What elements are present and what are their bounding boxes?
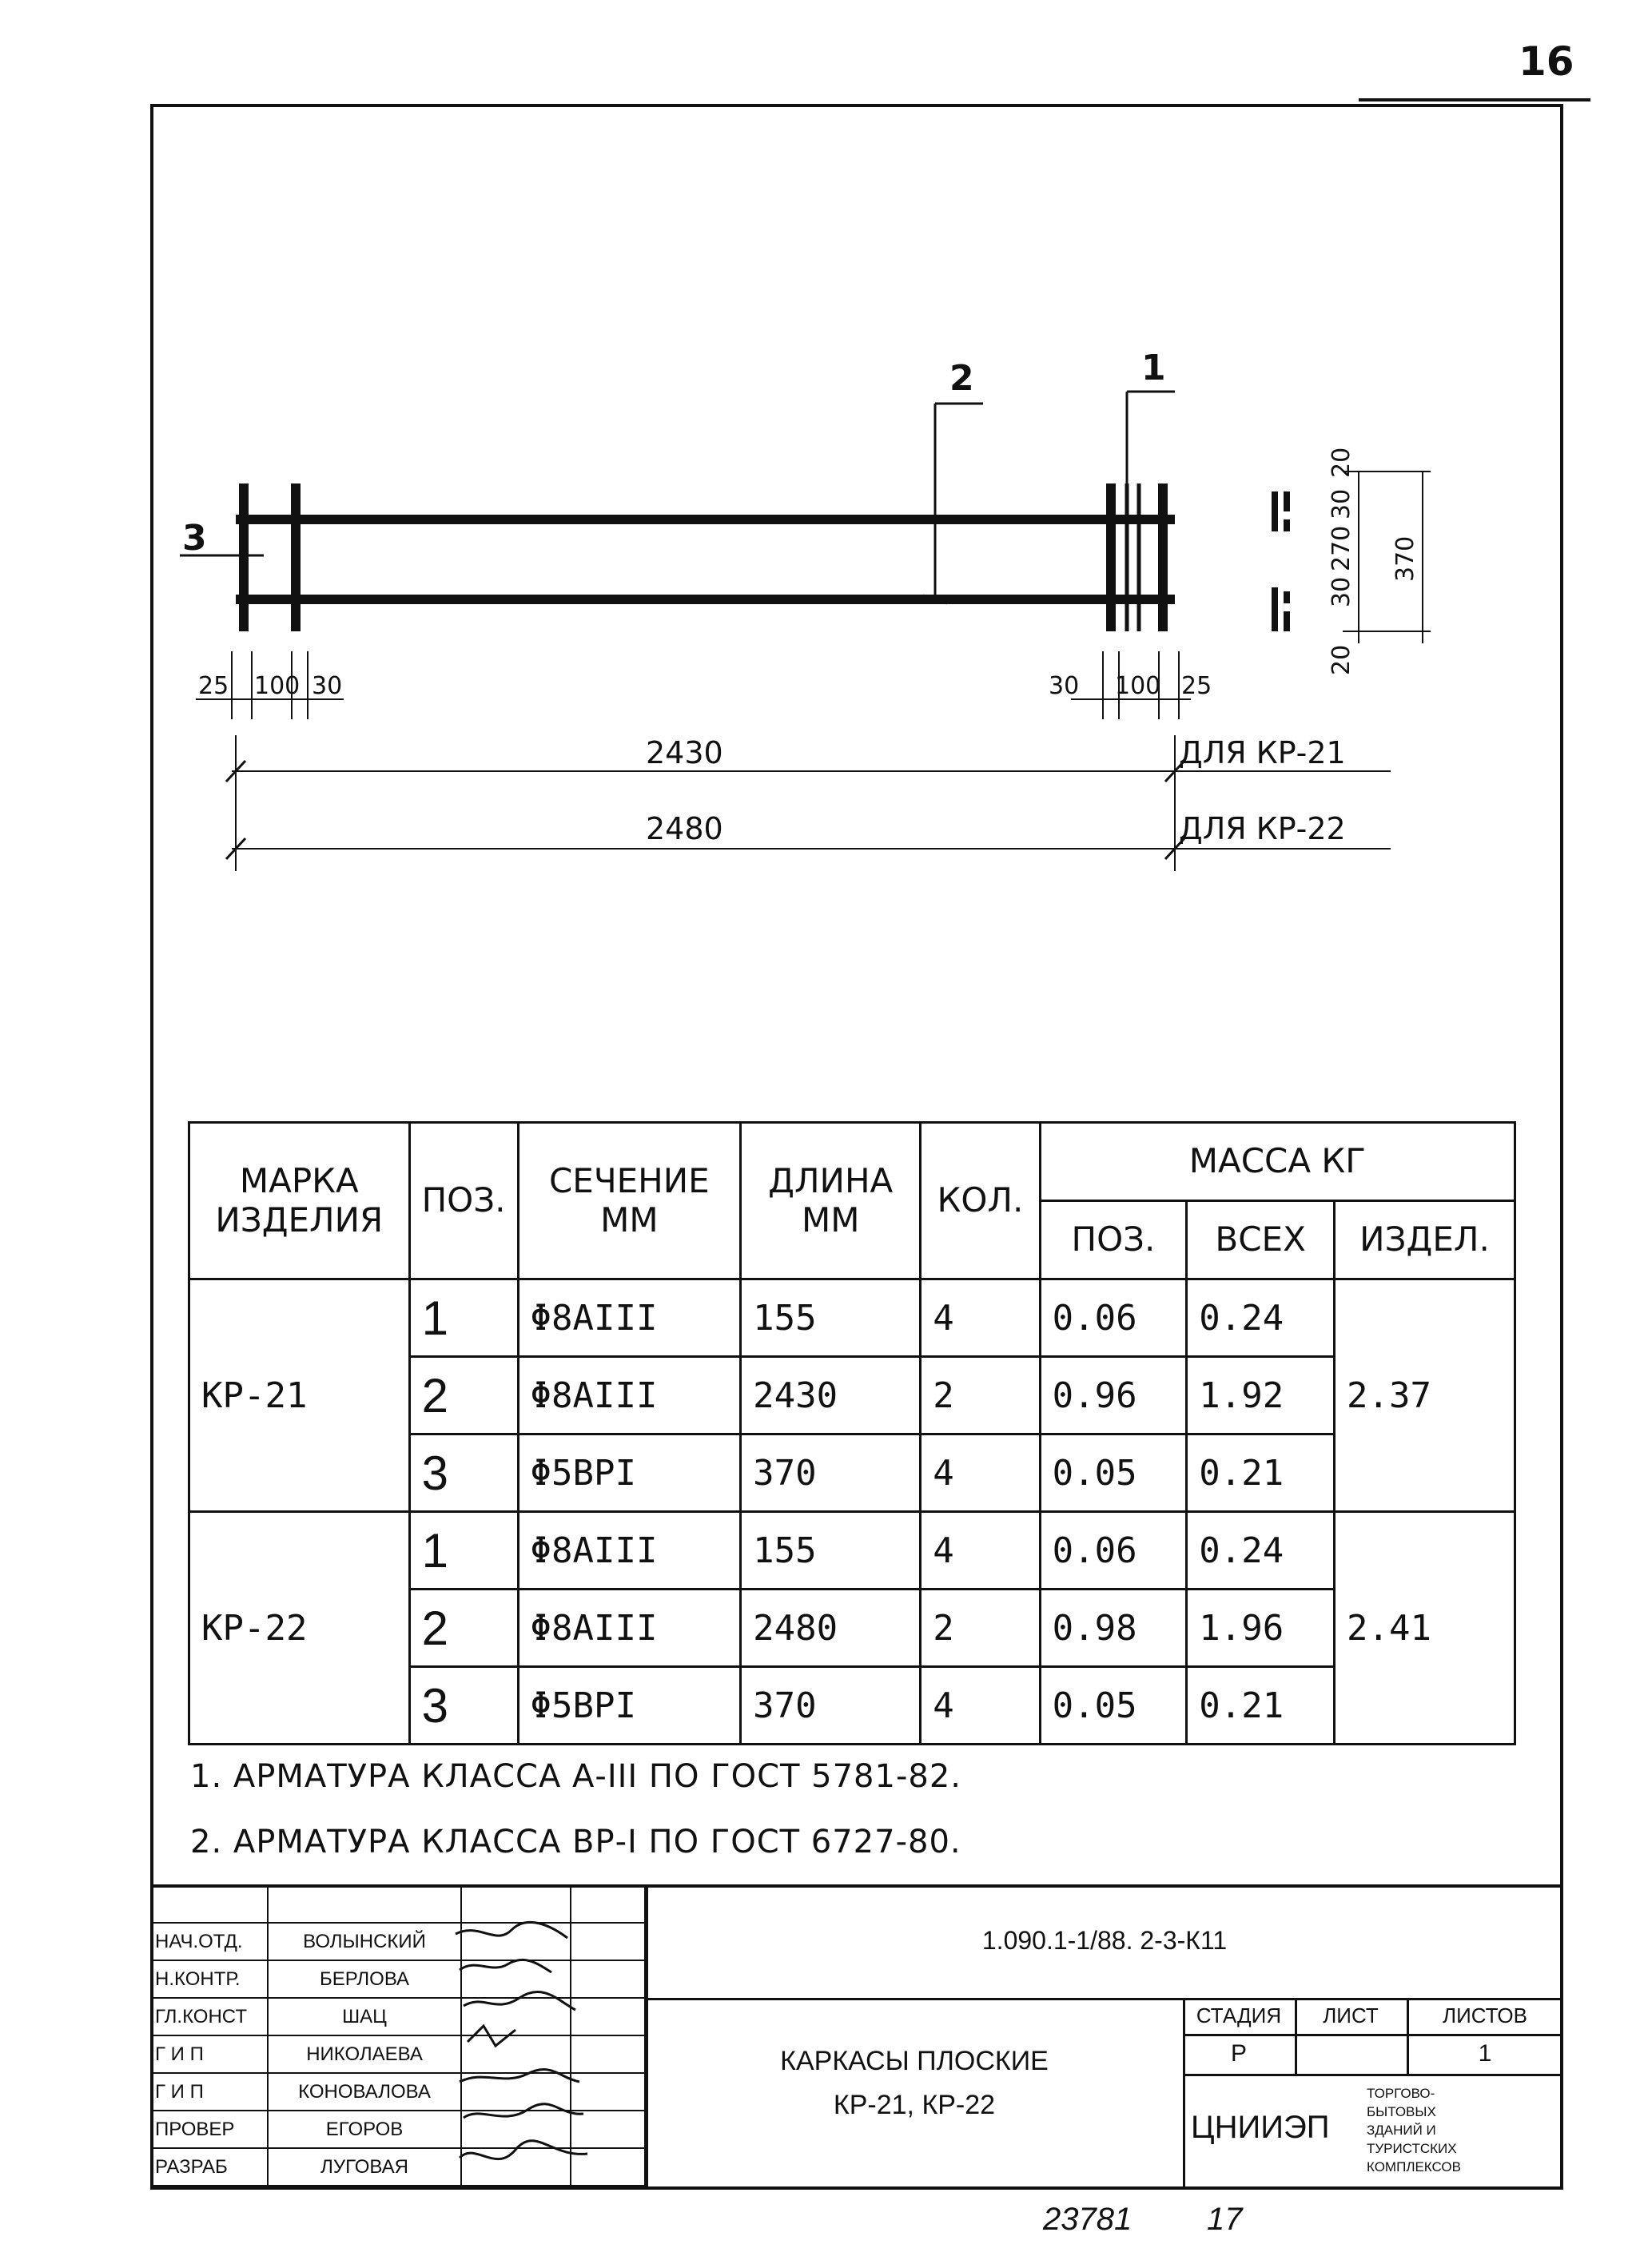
name: ЛУГОВАЯ	[268, 2148, 461, 2186]
cell-mass-all: 0.21	[1187, 1667, 1335, 1745]
handwritten-signatures	[448, 1918, 591, 2190]
cell-pos: 2	[409, 1590, 518, 1667]
cell-mass-pos: 0.98	[1040, 1590, 1187, 1667]
org-desc-line: ТОРГОВО-	[1367, 2086, 1435, 2101]
drawing-title-line2: КР-21, КР-22	[833, 2090, 996, 2120]
pos-label-2: 2	[949, 358, 974, 399]
cell-qty: 2	[921, 1357, 1040, 1434]
label-for-kr21: ДЛЯ КР-21	[1179, 735, 1346, 770]
dim-left-25: 25	[198, 672, 229, 700]
org-desc-line: БЫТОВЫХ	[1367, 2104, 1436, 2119]
role: НАЧ.ОТД.	[151, 1923, 268, 1960]
cell-qty: 4	[921, 1279, 1040, 1357]
drawing-code: 1.090.1-1/88. 2-3-К11	[981, 1926, 1228, 1955]
role: Г И П	[151, 2035, 268, 2073]
section-dim-370: 370	[1391, 535, 1419, 582]
stage-row-line	[1183, 2074, 1563, 2076]
cell-pos: 1	[409, 1512, 518, 1590]
role: РАЗРАБ	[151, 2148, 268, 2186]
header-section: СЕЧЕНИЕ ММ	[518, 1123, 741, 1279]
org-desc-line: ЗДАНИЙ И	[1367, 2123, 1436, 2138]
organization-name: ЦНИИЭП	[1191, 2110, 1330, 2145]
cell-mass-pos: 0.06	[1040, 1512, 1187, 1590]
org-desc-line: ТУРИСТСКИХ	[1367, 2141, 1457, 2156]
frame-drawing	[0, 0, 1648, 919]
note-2: 2. АРМАТУРА КЛАССА ВР-I ПО ГОСТ 6727-80.	[190, 1824, 961, 1860]
header-mass-all: ВСЕХ	[1187, 1201, 1335, 1279]
name: НИКОЛАЕВА	[268, 2035, 461, 2073]
cell-qty: 4	[921, 1434, 1040, 1512]
header-mass-item: ИЗДЕЛ.	[1335, 1201, 1515, 1279]
cell-mass-pos: 0.05	[1040, 1667, 1187, 1745]
page-number: 16	[1519, 38, 1574, 85]
cell-length: 2480	[741, 1590, 921, 1667]
title-block-hline	[646, 1998, 1563, 2000]
table-row	[189, 1512, 1515, 1590]
name: БЕРЛОВА	[268, 1960, 461, 1998]
header-mark: МАРКА ИЗДЕЛИЯ	[189, 1123, 410, 1279]
dim-left-100: 100	[254, 672, 301, 700]
dim-right-100: 100	[1115, 672, 1161, 700]
header-mass-pos: ПОЗ.	[1040, 1201, 1187, 1279]
cell-mass-all: 1.92	[1187, 1357, 1335, 1434]
sheet-label: ЛИСТ	[1323, 2003, 1379, 2027]
cell-mark-kr22: КР-22	[189, 1512, 410, 1745]
inventory-number: 23781	[1043, 2202, 1133, 2237]
pos-label-3: 3	[182, 518, 207, 559]
section-dim-30-top: 30	[1328, 488, 1355, 519]
cell-section: Φ8AIII	[518, 1590, 741, 1667]
cell-pos: 3	[409, 1434, 518, 1512]
cell-qty: 2	[921, 1590, 1040, 1667]
cell-pos: 2	[409, 1357, 518, 1434]
section-dim-20-top: 20	[1328, 447, 1355, 478]
cell-mass-item-kr22: 2.41	[1335, 1512, 1515, 1745]
label-for-kr22: ДЛЯ КР-22	[1179, 811, 1346, 846]
cell-section: Φ8AIII	[518, 1357, 741, 1434]
cell-qty: 4	[921, 1667, 1040, 1745]
name: КОНОВАЛОВА	[268, 2073, 461, 2111]
role: ПРОВЕР	[151, 2111, 268, 2148]
section-dim-20-bottom: 20	[1328, 644, 1355, 675]
pos-label-1: 1	[1141, 348, 1166, 388]
cell-section: Φ8AIII	[518, 1512, 741, 1590]
table-row	[189, 1279, 1515, 1357]
cell-length: 155	[741, 1279, 921, 1357]
section-dim-270: 270	[1328, 525, 1355, 571]
dim-left-30: 30	[312, 672, 343, 700]
cell-pos: 3	[409, 1667, 518, 1745]
cell-qty: 4	[921, 1512, 1040, 1590]
dim-right-25: 25	[1181, 672, 1212, 700]
cell-mass-all: 0.21	[1187, 1434, 1335, 1512]
cell-mass-all: 0.24	[1187, 1512, 1335, 1590]
header-qty: КОЛ.	[921, 1123, 1040, 1279]
sheets-label: ЛИСТОВ	[1443, 2003, 1527, 2027]
cell-section: Φ5BPI	[518, 1667, 741, 1745]
cell-mass-all: 1.96	[1187, 1590, 1335, 1667]
cell-mark-kr21: КР-21	[189, 1279, 410, 1512]
note-1: 1. АРМАТУРА КЛАССА А-III ПО ГОСТ 5781-82.	[190, 1758, 962, 1795]
role: Н.КОНТР.	[151, 1960, 268, 1998]
role: Г И П	[151, 2073, 268, 2111]
cell-mass-all: 0.24	[1187, 1279, 1335, 1357]
cell-pos: 1	[409, 1279, 518, 1357]
org-desc-line: КОМПЛЕКСОВ	[1367, 2159, 1461, 2174]
cell-length: 370	[741, 1667, 921, 1745]
cell-length: 155	[741, 1512, 921, 1590]
header-mass: МАССА КГ	[1040, 1123, 1515, 1201]
sheets-value: 1	[1478, 2040, 1492, 2067]
cell-length: 370	[741, 1434, 921, 1512]
header-length: ДЛИНА ММ	[741, 1123, 921, 1279]
cell-length: 2430	[741, 1357, 921, 1434]
cell-section: Φ8AIII	[518, 1279, 741, 1357]
cell-mass-pos: 0.05	[1040, 1434, 1187, 1512]
name: ЕГОРОВ	[268, 2111, 461, 2148]
section-dim-30-bottom: 30	[1328, 576, 1355, 607]
cell-mass-item-kr21: 2.37	[1335, 1279, 1515, 1512]
drawing-title-line1: КАРКАСЫ ПЛОСКИЕ	[780, 2046, 1049, 2076]
cell-mass-pos: 0.96	[1040, 1357, 1187, 1434]
cell-mass-pos: 0.06	[1040, 1279, 1187, 1357]
stage-value: Р	[1230, 2040, 1247, 2067]
organization-description	[1367, 2084, 1461, 2176]
specification-table	[188, 1121, 1516, 1745]
name: ШАЦ	[268, 1998, 461, 2035]
dim-right-30: 30	[1049, 672, 1080, 700]
dim-2430: 2430	[646, 735, 723, 770]
cell-section: Φ5BPI	[518, 1434, 741, 1512]
stage-header-line	[1183, 2034, 1563, 2036]
stage-label: СТАДИЯ	[1196, 2003, 1282, 2027]
header-pos: ПОЗ.	[409, 1123, 518, 1279]
role: ГЛ.КОНСТ	[151, 1998, 268, 2035]
name: ВОЛЫНСКИЙ	[268, 1923, 461, 1960]
inventory-sheet: 17	[1207, 2202, 1243, 2237]
dim-2480: 2480	[646, 811, 723, 846]
